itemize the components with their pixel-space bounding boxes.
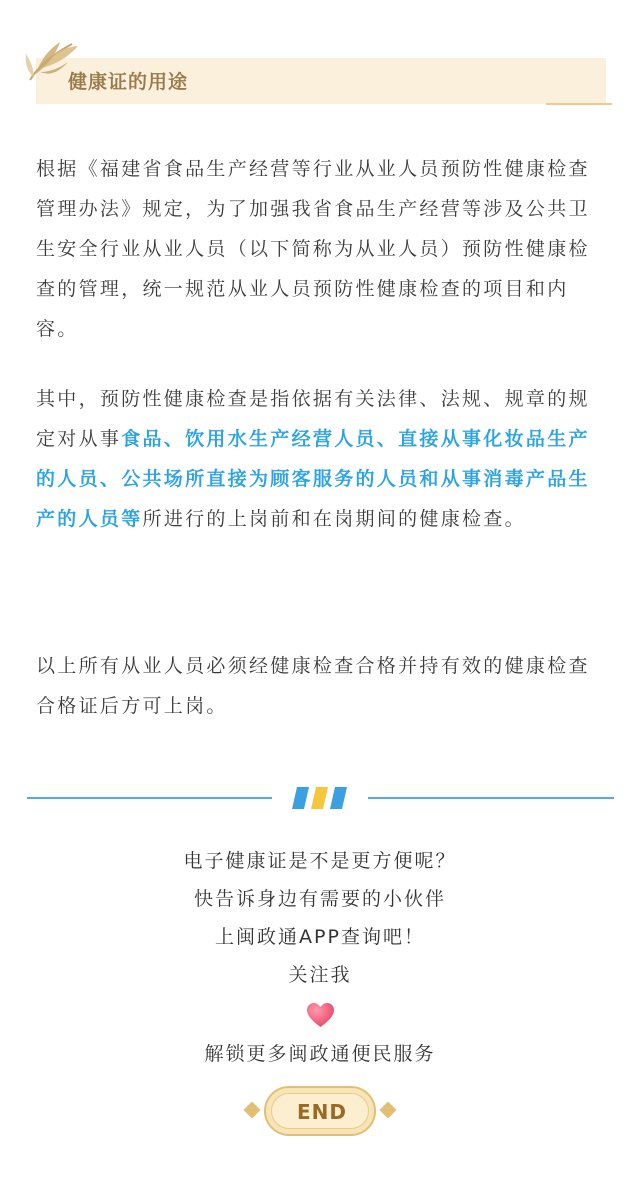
diamond-left-icon: [244, 1102, 261, 1119]
paragraph-2: [36, 379, 608, 539]
end-badge: [240, 1086, 400, 1136]
paragraph-3: 以上所有从业人员必须经健康检查合格并持有效的健康检查合格证后方可上岗。: [36, 655, 590, 717]
end-pill: [264, 1086, 376, 1136]
section-title: 健康证的用途: [68, 71, 189, 93]
divider-left: [27, 797, 272, 799]
paragraph-2-text-end: 所进行的上岗前和在岗期间的健康检查。: [142, 508, 526, 530]
cta-line-3: 上闽政通APP查询吧！: [215, 926, 425, 948]
diamond-right-icon: [380, 1102, 397, 1119]
heart-icon: [307, 1003, 334, 1028]
cta-line-5: 解锁更多闽政通便民服务: [204, 1043, 436, 1065]
stripes-icon: [291, 787, 351, 809]
cta-line-2: 快告诉身边有需要的小伙伴: [193, 888, 446, 910]
cta-line-1: 电子健康证是不是更方便呢？: [183, 850, 457, 872]
paragraph-1: 根据《福建省食品生产经营等行业从业人员预防性健康检查管理办法》规定，为了加强我省食品生产经营等涉及公共卫生安全行业从业人员（以下简称为从业人员）预防性健康检查的管理，统一规范从业人员预防性健康检查的项目和内容。: [36, 158, 590, 340]
cta-line-4: 关注我: [288, 964, 352, 986]
paragraph-2-highlight: 食品、饮用水生产经营人员、直接从事化妆品生产的人员、公共场所直接为顾客服务的人员和从事消毒产品生产的人员等: [36, 428, 590, 530]
header-underline: [546, 103, 612, 105]
paragraph-2-text: 其中，预防性健康检查是指依据有关法律、法规、规章的规定对从事: [36, 388, 590, 450]
end-label: END: [296, 1100, 347, 1124]
section-header: [36, 58, 606, 104]
divider-right: [368, 797, 614, 799]
leaf-icon: [20, 38, 82, 88]
